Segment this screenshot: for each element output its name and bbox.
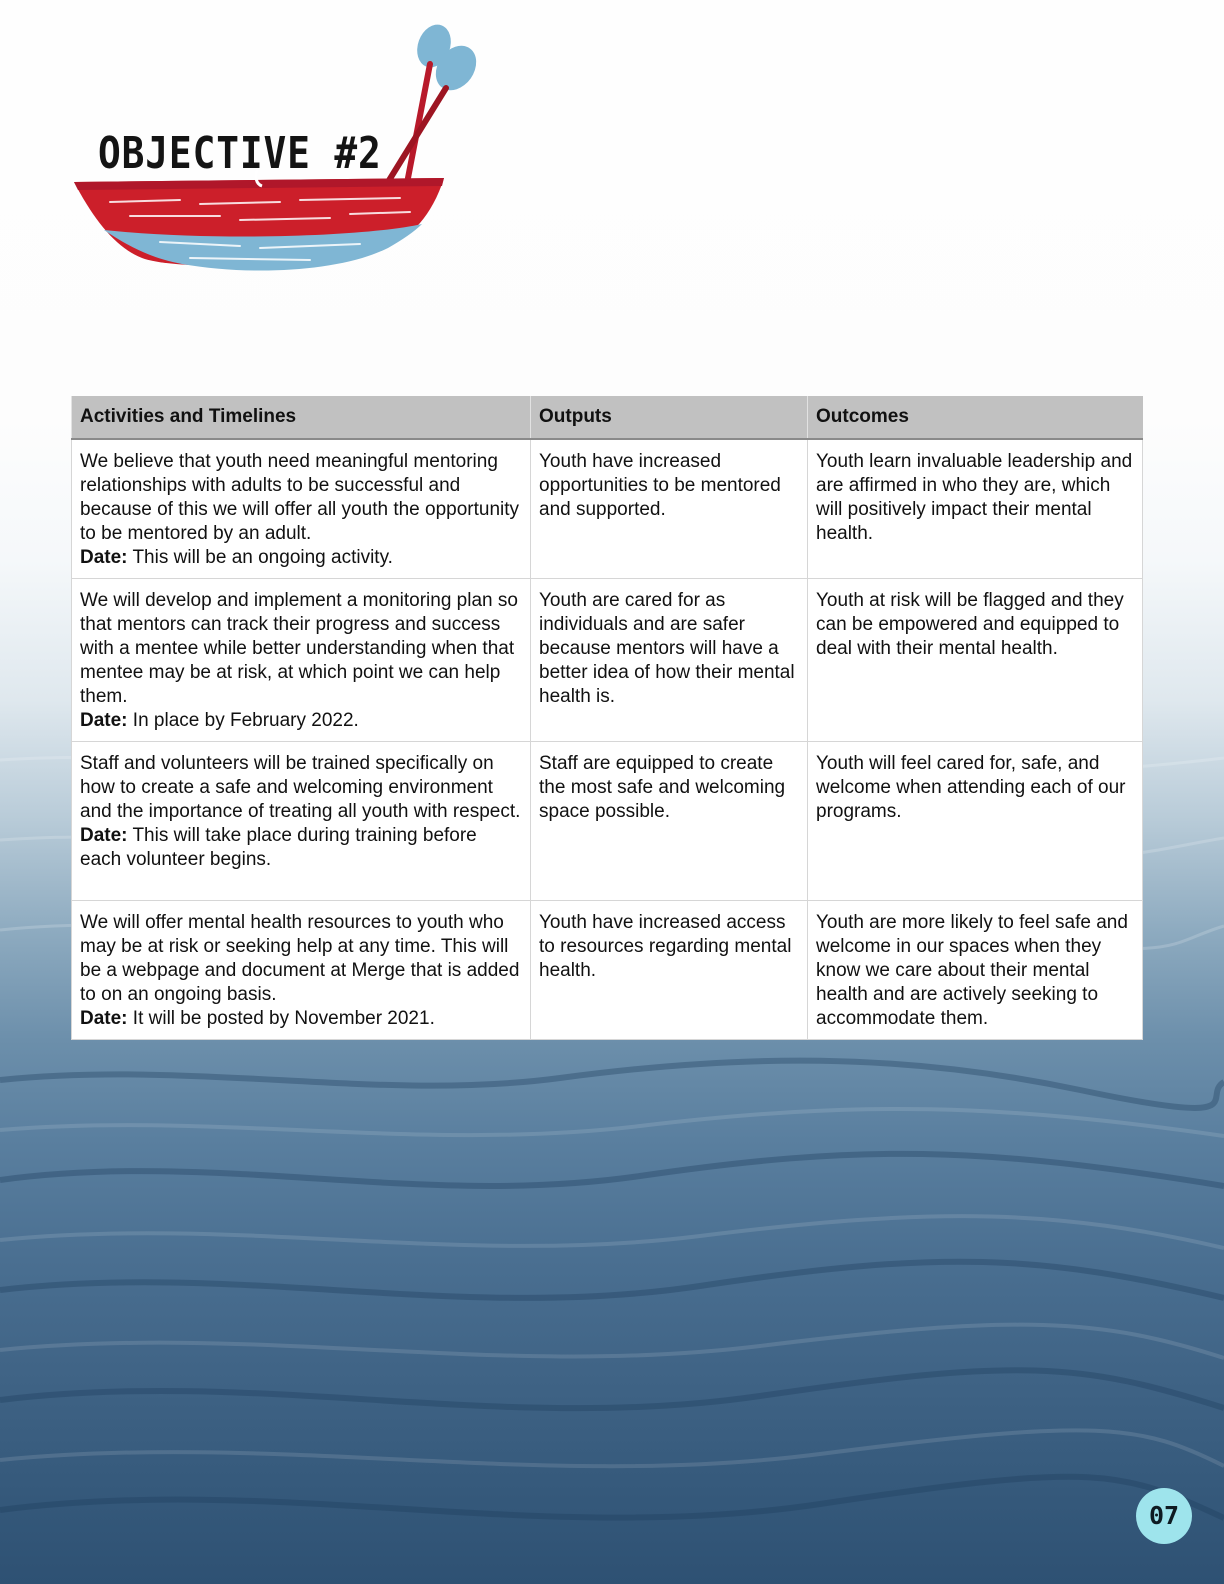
activity-text: We will develop and implement a monitoring plan so that mentors can track their progress and success with a mentee while better understanding when that mentee may be at risk, at which point we can help them. [80, 590, 518, 707]
activity-cell [72, 901, 531, 1040]
activity-cell [72, 742, 531, 901]
activity-cell [72, 439, 531, 579]
date-text: In place by February 2022. [132, 710, 359, 731]
output-cell: Staff are equipped to create the most safe and welcoming space possible. [531, 742, 808, 901]
date-label: Date: [80, 825, 128, 846]
outcome-cell: Youth will feel cared for, safe, and welcome when attending each of our programs. [808, 742, 1143, 901]
date-label: Date: [80, 547, 128, 568]
date-text: This will take place during training before each volunteer begins. [80, 825, 477, 870]
activity-text: We will offer mental health resources to youth who may be at risk or seeking help at any time. This will be a webpage and document at Merge that is added to on an ongoing basis. [80, 912, 520, 1005]
outcome-cell: Youth at risk will be flagged and they can be empowered and equipped to deal with their mental health. [808, 579, 1143, 742]
date-text: This will be an ongoing activity. [132, 547, 393, 568]
date-label: Date: [80, 710, 128, 731]
table-row [72, 742, 1143, 901]
outcome-cell: Youth are more likely to feel safe and welcome in our spaces when they know we care about their mental health and are actively seeking to accommodate them. [808, 901, 1143, 1040]
output-cell: Youth are cared for as individuals and are safer because mentors will have a better idea of how their mental health is. [531, 579, 808, 742]
activity-text: Staff and volunteers will be trained specifically on how to create a safe and welcoming environment and the importance of treating all youth with respect. [80, 753, 521, 822]
table-row [72, 901, 1143, 1040]
table-header-row [72, 396, 1143, 439]
column-header-outcomes: Outcomes [808, 396, 1143, 439]
activity-cell [72, 579, 531, 742]
table-row [72, 579, 1143, 742]
activity-text: We believe that youth need meaningful mentoring relationships with adults to be successful and because of this we will offer all youth the opportunity to be mentored by an adult. [80, 451, 520, 544]
table-row [72, 439, 1143, 579]
column-header-outputs: Outputs [531, 396, 808, 439]
page-title: OBJECTIVE #2 [98, 128, 382, 179]
output-cell: Youth have increased access to resources regarding mental health. [531, 901, 808, 1040]
column-header-activities: Activities and Timelines [72, 396, 531, 439]
page-number-badge: 07 [1136, 1488, 1192, 1544]
objective-table [71, 396, 1143, 1040]
date-text: It will be posted by November 2021. [132, 1008, 435, 1029]
date-label: Date: [80, 1008, 128, 1029]
outcome-cell: Youth learn invaluable leadership and are affirmed in who they are, which will positively impact their mental health. [808, 439, 1143, 579]
output-cell: Youth have increased opportunities to be mentored and supported. [531, 439, 808, 579]
